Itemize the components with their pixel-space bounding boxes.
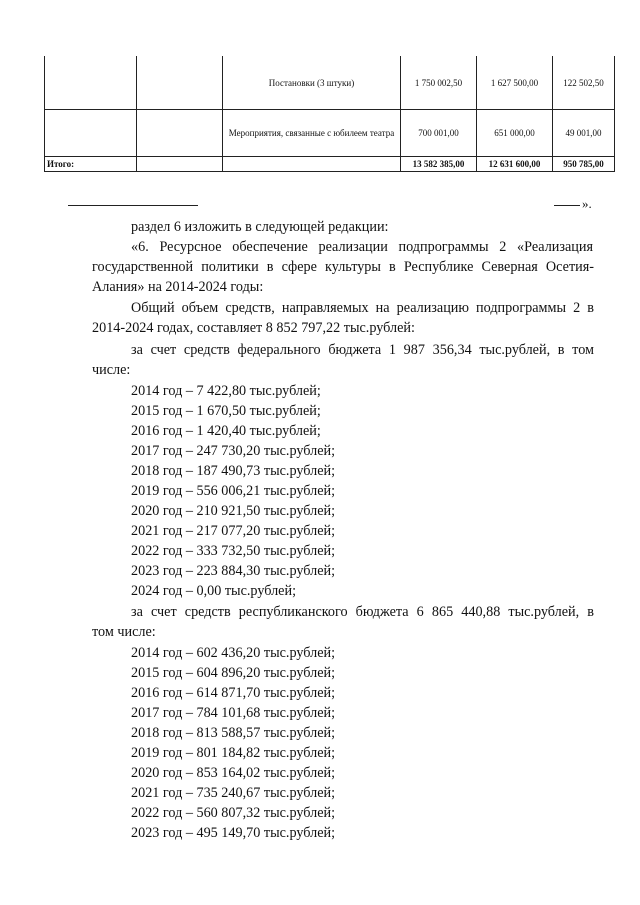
list-item: 2014 год – 7 422,80 тыс.рублей;	[131, 383, 321, 399]
row-name-cell: Мероприятия, связанные с юбилеем театра	[223, 110, 401, 157]
list-item: 2014 год – 602 436,20 тыс.рублей;	[131, 645, 336, 661]
section-title-line: «6. Ресурсное обеспечение реализации подпрограммы 2 «Реализация	[131, 239, 593, 255]
list-item: 2017 год – 784 101,68 тыс.рублей;	[131, 705, 336, 721]
value-cell: 122 502,50	[553, 56, 615, 110]
intro-text: раздел 6 изложить в следующей редакции:	[131, 219, 389, 235]
value-cell: 700 001,00	[401, 110, 477, 157]
list-item: 2018 год – 187 490,73 тыс.рублей;	[131, 463, 336, 479]
table-total-row	[45, 157, 615, 172]
list-item: 2022 год – 560 807,32 тыс.рублей;	[131, 805, 336, 821]
table-cell	[137, 157, 223, 172]
list-item: 2023 год – 495 149,70 тыс.рублей;	[131, 825, 336, 841]
list-item: 2016 год – 1 420,40 тыс.рублей;	[131, 423, 321, 439]
list-item: 2019 год – 556 006,21 тыс.рублей;	[131, 483, 336, 499]
section-title-line: Алания» на 2014-2024 годы:	[92, 279, 264, 295]
list-item: 2015 год – 1 670,50 тыс.рублей;	[131, 403, 321, 419]
total-label: Итого:	[45, 157, 137, 172]
value-cell: 49 001,00	[553, 110, 615, 157]
list-item: 2017 год – 247 730,20 тыс.рублей;	[131, 443, 336, 459]
table-cell	[45, 56, 137, 110]
list-item: 2024 год – 0,00 тыс.рублей;	[131, 583, 297, 599]
republic-budget-line: том числе:	[92, 624, 156, 640]
list-item: 2020 год – 853 164,02 тыс.рублей;	[131, 765, 336, 781]
value-cell: 1 627 500,00	[477, 56, 553, 110]
federal-budget-line: за счет средств федерального бюджета 1 987 356,34 тыс.рублей, в том	[131, 342, 594, 358]
list-item: 2016 год – 614 871,70 тыс.рублей;	[131, 685, 336, 701]
separator-line	[554, 205, 580, 206]
table-row	[45, 56, 615, 110]
list-item: 2021 год – 735 240,67 тыс.рублей;	[131, 785, 336, 801]
list-item: 2015 год – 604 896,20 тыс.рублей;	[131, 665, 336, 681]
value-cell: 1 750 002,50	[401, 56, 477, 110]
republic-budget-line: за счет средств республиканского бюджета 6 865 440,88 тыс.рублей, в	[131, 604, 594, 620]
total-value-cell: 12 631 600,00	[477, 157, 553, 172]
federal-budget-line: числе:	[92, 362, 131, 378]
quote-end: ».	[582, 196, 592, 211]
table-cell	[137, 56, 223, 110]
total-amount-line: Общий объем средств, направляемых на реализацию подпрограммы 2 в	[131, 300, 594, 316]
separator-line	[68, 205, 198, 206]
row-name-cell: Постановки (3 штуки)	[223, 56, 401, 110]
table-cell	[223, 157, 401, 172]
section-title-line: государственной политики в сфере культуры в Республике Северная Осетия-	[92, 259, 594, 275]
list-item: 2021 год – 217 077,20 тыс.рублей;	[131, 523, 336, 539]
table-cell	[45, 110, 137, 157]
list-item: 2022 год – 333 732,50 тыс.рублей;	[131, 543, 336, 559]
total-amount-line: 2014-2024 годах, составляет 8 852 797,22 тыс.рублей:	[92, 320, 415, 336]
list-item: 2020 год – 210 921,50 тыс.рублей;	[131, 503, 336, 519]
total-value-cell: 950 785,00	[553, 157, 615, 172]
value-cell: 651 000,00	[477, 110, 553, 157]
list-item: 2019 год – 801 184,82 тыс.рублей;	[131, 745, 336, 761]
total-value-cell: 13 582 385,00	[401, 157, 477, 172]
table-row	[45, 110, 615, 157]
list-item: 2023 год – 223 884,30 тыс.рублей;	[131, 563, 336, 579]
list-item: 2018 год – 813 588,57 тыс.рублей;	[131, 725, 336, 741]
table-cell	[137, 110, 223, 157]
budget-table	[44, 56, 615, 172]
